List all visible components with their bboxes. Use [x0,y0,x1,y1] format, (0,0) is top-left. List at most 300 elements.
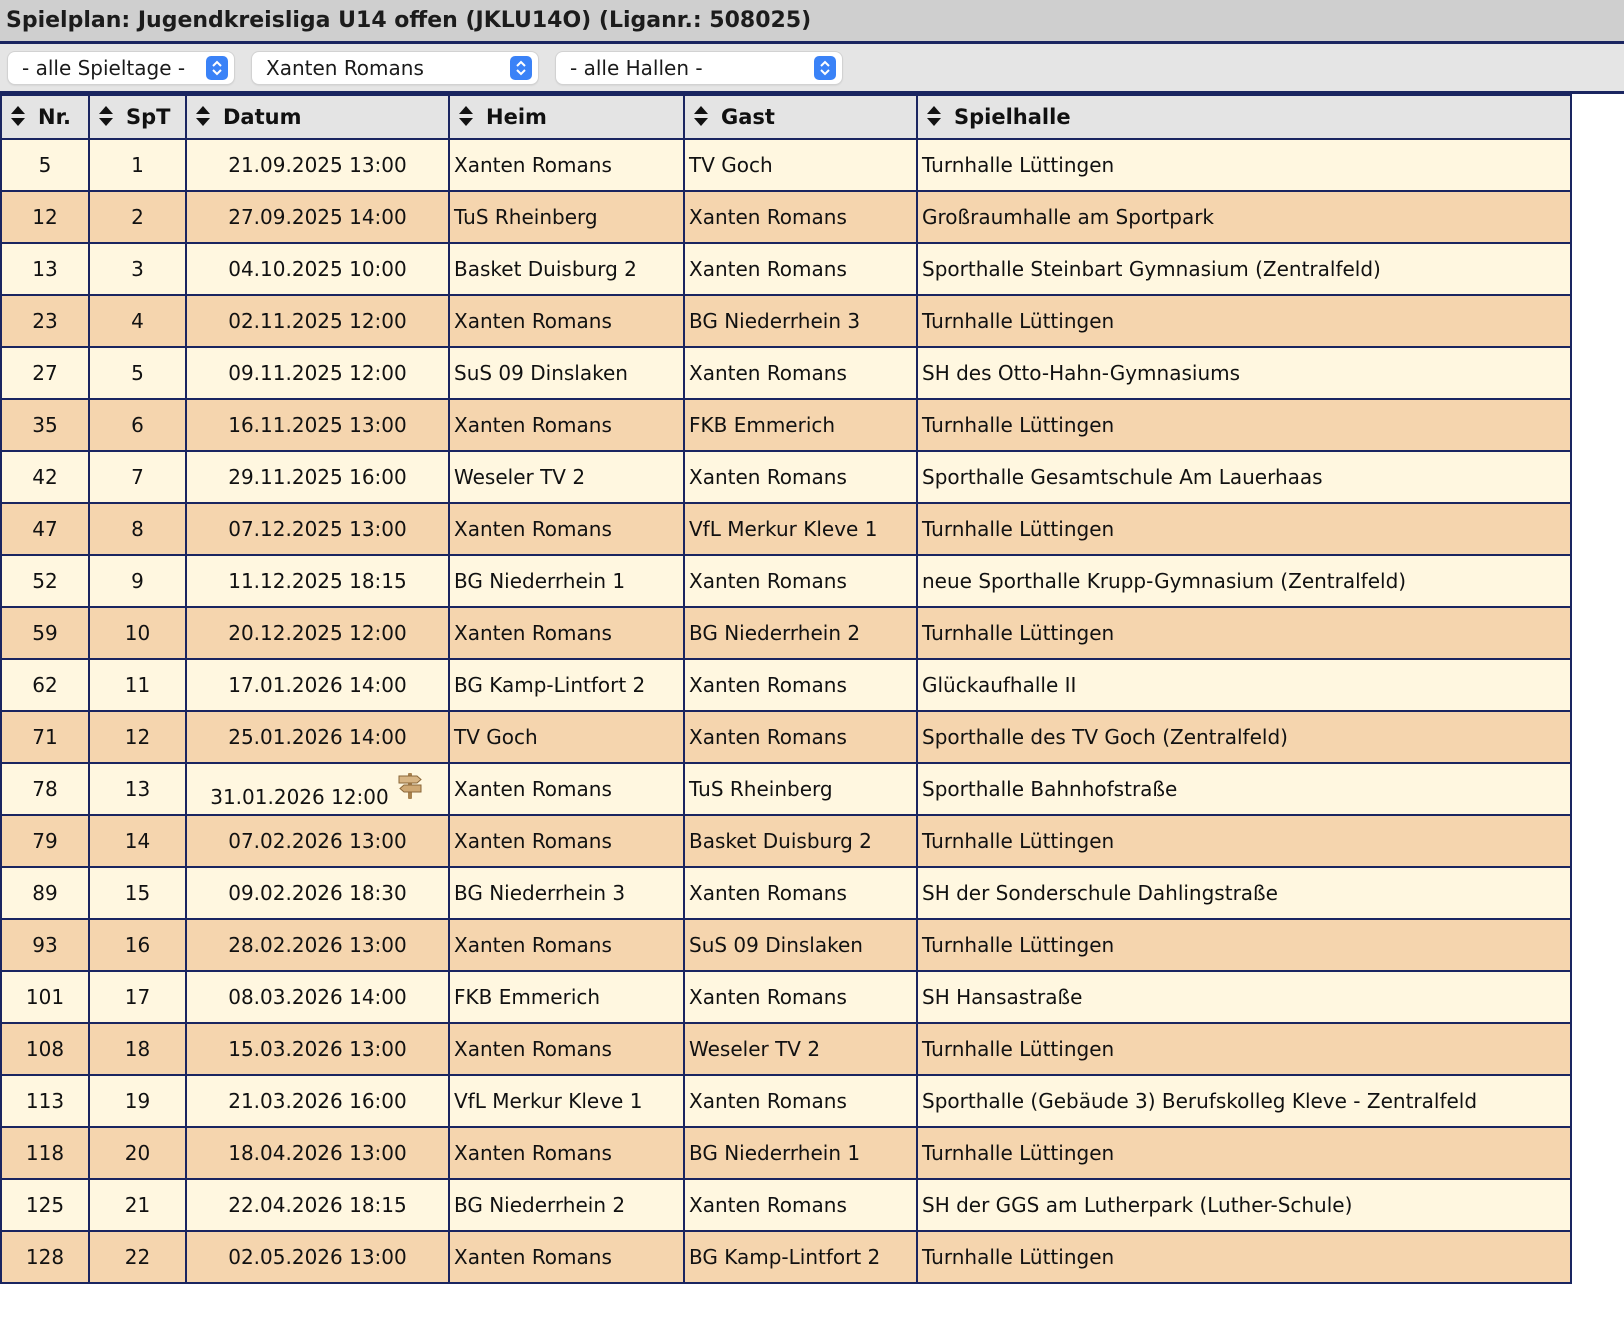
datum-value: 28.02.2026 13:00 [228,933,407,957]
nr-value: 125 [25,1193,65,1217]
heim-value: Xanten Romans [454,829,612,853]
cell-datum [186,399,449,451]
gast-value: Xanten Romans [689,569,847,593]
cell-datum [186,503,449,555]
spielhalle-value: Turnhalle Lüttingen [922,621,1115,645]
nr-value: 113 [25,1089,65,1113]
spt-value: 13 [124,777,151,801]
cell-datum [186,659,449,711]
column-header-nr[interactable] [1,95,89,139]
datum-value: 20.12.2025 12:00 [228,621,407,645]
column-header-label: SpT [126,105,171,129]
spielhalle-value: Sporthalle Bahnhofstraße [922,777,1178,801]
column-header-label: Spielhalle [954,105,1071,129]
cell-spielhalle [917,399,1571,451]
spielhalle-value: Turnhalle Lüttingen [922,413,1115,437]
gast-value: Basket Duisburg 2 [689,829,872,853]
nr-value: 79 [32,829,58,853]
cell-spt [89,867,186,919]
datum-value: 11.12.2025 18:15 [228,569,407,593]
column-header-label: Datum [223,105,302,129]
cell-spielhalle [917,867,1571,919]
nr-value: 12 [32,205,58,229]
spieltag-select[interactable] [8,52,234,84]
sort-icon[interactable] [98,105,114,127]
cell-heim [449,867,684,919]
heim-value: FKB Emmerich [454,985,601,1009]
cell-datum [186,711,449,763]
datum-value: 29.11.2025 16:00 [228,465,407,489]
cell-nr [1,1179,89,1231]
sort-icon[interactable] [195,105,211,127]
spt-value: 10 [124,621,151,645]
spt-value: 14 [124,829,151,853]
spt-value: 7 [131,465,144,489]
gast-value: BG Kamp-Lintfort 2 [689,1245,881,1269]
spielhalle-value: Turnhalle Lüttingen [922,517,1115,541]
sort-icon[interactable] [10,105,26,127]
heim-value: Weseler TV 2 [454,465,586,489]
cell-spielhalle [917,971,1571,1023]
cell-nr [1,919,89,971]
cell-spt [89,711,186,763]
cell-spt [89,1179,186,1231]
cell-gast [684,711,917,763]
heim-value: Xanten Romans [454,153,612,177]
column-header-datum[interactable] [186,95,449,139]
heim-value: TuS Rheinberg [454,205,598,229]
cell-nr [1,555,89,607]
spielhalle-value: Sporthalle des TV Goch (Zentralfeld) [922,725,1288,749]
datum-value: 09.11.2025 12:00 [228,361,407,385]
nr-value: 27 [32,361,58,385]
cell-heim [449,1231,684,1283]
datum-value: 08.03.2026 14:00 [228,985,407,1009]
cell-datum [186,555,449,607]
cell-datum [186,295,449,347]
cell-gast [684,295,917,347]
cell-heim [449,191,684,243]
cell-gast [684,399,917,451]
cell-gast [684,763,917,815]
spielhalle-value: SH des Otto-Hahn-Gymnasiums [922,361,1241,385]
nr-value: 47 [32,517,58,541]
table-row[interactable] [1,763,1571,815]
cell-spielhalle [917,659,1571,711]
nr-value: 89 [32,881,58,905]
spt-value: 11 [124,673,151,697]
cell-spt [89,1023,186,1075]
halle-select-value: - alle Hallen - [570,55,703,80]
cell-spt [89,139,186,191]
spielhalle-value: Turnhalle Lüttingen [922,153,1115,177]
heim-value: Xanten Romans [454,777,612,801]
datum-value: 07.02.2026 13:00 [228,829,407,853]
cell-heim [449,1179,684,1231]
gast-value: SuS 09 Dinslaken [689,933,863,957]
select-chevron-updown-icon [206,56,228,80]
nr-value: 5 [38,153,52,177]
table-row[interactable] [1,191,1571,243]
select-chevron-updown-icon [510,56,532,80]
nr-value: 23 [32,309,58,333]
cell-heim [449,347,684,399]
cell-heim [449,555,684,607]
nr-value: 93 [32,933,58,957]
column-header-heim[interactable] [449,95,684,139]
cell-spt [89,971,186,1023]
cell-spt [89,503,186,555]
cell-datum [186,451,449,503]
table-row[interactable] [1,1127,1571,1179]
cell-spt [89,555,186,607]
cell-heim [449,815,684,867]
cell-spt [89,659,186,711]
spielhalle-value: Sporthalle (Gebäude 3) Berufskolleg Kleve - Zentralfeld [922,1089,1478,1113]
cell-gast [684,1023,917,1075]
table-row[interactable] [1,1023,1571,1075]
cell-heim [449,607,684,659]
cell-gast [684,191,917,243]
heim-value: Xanten Romans [454,933,612,957]
gast-value: Xanten Romans [689,725,847,749]
datum-value: 04.10.2025 10:00 [228,257,407,281]
heim-value: Xanten Romans [454,1245,612,1269]
cell-spt [89,295,186,347]
heim-value: Xanten Romans [454,517,612,541]
heim-value: TV Goch [454,725,538,749]
spielhalle-value: Großraumhalle am Sportpark [922,205,1215,229]
cell-heim [449,1075,684,1127]
cell-spielhalle [917,1075,1571,1127]
column-header-label: Nr. [38,105,71,129]
spt-value: 21 [124,1193,151,1217]
cell-heim [449,659,684,711]
cell-nr [1,659,89,711]
page-title-bar [0,0,1624,44]
gast-value: Xanten Romans [689,1193,847,1217]
spt-value: 20 [124,1141,151,1165]
gast-value: Xanten Romans [689,205,847,229]
cell-gast [684,1231,917,1283]
spt-value: 5 [131,361,144,385]
cell-datum [186,139,449,191]
cell-datum [186,867,449,919]
cell-nr [1,607,89,659]
gast-value: Xanten Romans [689,257,847,281]
datum-value: 31.01.2026 12:00 [210,784,389,809]
cell-gast [684,1075,917,1127]
spt-value: 4 [131,309,144,333]
filter-bar [0,44,1624,94]
spielhalle-value: Turnhalle Lüttingen [922,933,1115,957]
spielhalle-value: SH Hansastraße [922,985,1083,1009]
table-row[interactable] [1,659,1571,711]
cell-nr [1,191,89,243]
table-row[interactable] [1,815,1571,867]
gast-value: Xanten Romans [689,465,847,489]
datum-value: 16.11.2025 13:00 [228,413,407,437]
cell-nr [1,347,89,399]
cell-spielhalle [917,503,1571,555]
cell-spielhalle [917,295,1571,347]
column-header-spielhalle[interactable] [917,95,1571,139]
cell-spielhalle [917,243,1571,295]
spt-value: 6 [131,413,144,437]
cell-heim [449,503,684,555]
nr-value: 78 [32,777,58,801]
datum-value: 15.03.2026 13:00 [228,1037,407,1061]
cell-spielhalle [917,815,1571,867]
cell-heim [449,243,684,295]
datum-value: 25.01.2026 14:00 [228,725,407,749]
gast-value: TV Goch [689,153,773,177]
cell-nr [1,763,89,815]
table-row[interactable] [1,243,1571,295]
cell-spt [89,919,186,971]
spielhalle-value: Sporthalle Steinbart Gymnasium (Zentralfeld) [922,257,1381,281]
cell-spt [89,347,186,399]
cell-nr [1,243,89,295]
heim-value: Xanten Romans [454,621,612,645]
cell-datum [186,607,449,659]
column-header-label: Heim [486,105,547,129]
nr-value: 128 [25,1245,65,1269]
cell-nr [1,1023,89,1075]
cell-gast [684,659,917,711]
cell-spielhalle [917,763,1571,815]
team-select[interactable] [252,52,538,84]
cell-heim [449,711,684,763]
heim-value: Xanten Romans [454,1141,612,1165]
cell-spielhalle [917,1023,1571,1075]
gast-value: Xanten Romans [689,673,847,697]
cell-spielhalle [917,451,1571,503]
cell-datum [186,1023,449,1075]
table-row[interactable] [1,451,1571,503]
cell-spielhalle [917,191,1571,243]
cell-spt [89,191,186,243]
cell-datum [186,1127,449,1179]
cell-spielhalle [917,711,1571,763]
spt-value: 19 [124,1089,151,1113]
spt-value: 2 [131,205,144,229]
spt-value: 9 [131,569,144,593]
cell-datum [186,191,449,243]
datum-value: 02.11.2025 12:00 [228,309,407,333]
spielhalle-value: SH der GGS am Lutherpark (Luther-Schule) [922,1193,1353,1217]
gast-value: Xanten Romans [689,361,847,385]
heim-value: BG Niederrhein 2 [454,1193,626,1217]
cell-spt [89,763,186,815]
cell-heim [449,1127,684,1179]
heim-value: BG Niederrhein 3 [454,881,626,905]
datum-value: 21.03.2026 16:00 [228,1089,407,1113]
spielhalle-value: Glückaufhalle II [922,673,1077,697]
cell-spielhalle [917,555,1571,607]
table-row[interactable] [1,1075,1571,1127]
cell-datum [186,1075,449,1127]
datum-value: 22.04.2026 18:15 [228,1193,407,1217]
gast-value: TuS Rheinberg [689,777,833,801]
heim-value: Xanten Romans [454,309,612,333]
cell-gast [684,243,917,295]
cell-heim [449,763,684,815]
cell-spielhalle [917,1179,1571,1231]
cell-nr [1,1127,89,1179]
signpost-icon[interactable] [395,770,425,800]
spielhalle-value: Turnhalle Lüttingen [922,1037,1115,1061]
datum-value: 17.01.2026 14:00 [228,673,407,697]
cell-heim [449,399,684,451]
cell-spt [89,1231,186,1283]
cell-gast [684,1127,917,1179]
datum-value: 21.09.2025 13:00 [228,153,407,177]
cell-nr [1,815,89,867]
datum-value: 18.04.2026 13:00 [228,1141,407,1165]
cell-gast [684,139,917,191]
spt-value: 18 [124,1037,151,1061]
nr-value: 101 [25,985,65,1009]
cell-heim [449,1023,684,1075]
column-header-label: Gast [721,105,775,129]
cell-nr [1,399,89,451]
cell-spielhalle [917,139,1571,191]
spielhalle-value: Turnhalle Lüttingen [922,1245,1115,1269]
column-header-spt[interactable] [89,95,186,139]
spielhalle-value: SH der Sonderschule Dahlingstraße [922,881,1278,905]
table-row[interactable] [1,295,1571,347]
nr-value: 13 [32,257,58,281]
cell-spt [89,451,186,503]
cell-datum [186,971,449,1023]
cell-heim [449,971,684,1023]
page-title: Spielplan: Jugendkreisliga U14 offen (JKLU14O) (Liganr.: 508025) [6,8,812,33]
cell-datum [186,815,449,867]
cell-spt [89,815,186,867]
gast-value: BG Niederrhein 1 [689,1141,861,1165]
datum-value: 02.05.2026 13:00 [228,1245,407,1269]
table-row[interactable] [1,971,1571,1023]
nr-value: 52 [32,569,58,593]
gast-value: FKB Emmerich [689,413,836,437]
cell-gast [684,503,917,555]
table-row[interactable] [1,1231,1571,1283]
cell-spielhalle [917,607,1571,659]
cell-spt [89,1127,186,1179]
nr-value: 108 [25,1037,65,1061]
nr-value: 35 [32,413,58,437]
column-header-gast[interactable] [684,95,917,139]
cell-gast [684,815,917,867]
spt-value: 16 [124,933,151,957]
spielhalle-value: Turnhalle Lüttingen [922,309,1115,333]
heim-value: BG Niederrhein 1 [454,569,626,593]
nr-value: 42 [32,465,58,489]
heim-value: BG Kamp-Lintfort 2 [454,673,646,697]
table-row[interactable] [1,399,1571,451]
team-select-value: Xanten Romans [266,55,424,80]
table-row[interactable] [1,1179,1571,1231]
table-row[interactable] [1,347,1571,399]
spt-value: 17 [124,985,151,1009]
spieltag-select-value: - alle Spieltage - [22,55,186,80]
table-header-row [1,95,1571,139]
cell-gast [684,607,917,659]
cell-nr [1,867,89,919]
cell-datum [186,347,449,399]
gast-value: Weseler TV 2 [689,1037,821,1061]
gast-value: VfL Merkur Kleve 1 [689,517,878,541]
table-row[interactable] [1,711,1571,763]
schedule-table [0,94,1572,1284]
cell-heim [449,295,684,347]
cell-spt [89,607,186,659]
cell-nr [1,139,89,191]
cell-datum [186,919,449,971]
cell-spielhalle [917,1127,1571,1179]
gast-value: BG Niederrhein 3 [689,309,861,333]
sort-icon[interactable] [693,105,709,127]
spielhalle-value: Turnhalle Lüttingen [922,829,1115,853]
gast-value: BG Niederrhein 2 [689,621,861,645]
cell-gast [684,971,917,1023]
table-row[interactable] [1,607,1571,659]
cell-gast [684,919,917,971]
table-row[interactable] [1,139,1571,191]
cell-spt [89,1075,186,1127]
heim-value: VfL Merkur Kleve 1 [454,1089,643,1113]
sort-icon[interactable] [458,105,474,127]
table-row[interactable] [1,867,1571,919]
datum-value: 27.09.2025 14:00 [228,205,407,229]
cell-heim [449,451,684,503]
cell-gast [684,867,917,919]
spt-value: 12 [124,725,151,749]
spt-value: 8 [131,517,144,541]
cell-datum [186,1231,449,1283]
table-row[interactable] [1,503,1571,555]
halle-select[interactable] [556,52,842,84]
select-chevron-updown-icon [814,56,836,80]
nr-value: 118 [25,1141,65,1165]
spt-value: 1 [131,153,144,177]
cell-nr [1,1231,89,1283]
table-row[interactable] [1,919,1571,971]
cell-gast [684,347,917,399]
cell-nr [1,295,89,347]
cell-spt [89,399,186,451]
spt-value: 15 [124,881,151,905]
spielhalle-value: Sporthalle Gesamtschule Am Lauerhaas [922,465,1323,489]
cell-datum [186,763,449,815]
spielhalle-value: Turnhalle Lüttingen [922,1141,1115,1165]
cell-spielhalle [917,919,1571,971]
gast-value: Xanten Romans [689,1089,847,1113]
cell-gast [684,1179,917,1231]
nr-value: 71 [32,725,58,749]
table-row[interactable] [1,555,1571,607]
cell-heim [449,919,684,971]
sort-icon[interactable] [926,105,942,127]
cell-heim [449,139,684,191]
cell-nr [1,711,89,763]
cell-spielhalle [917,347,1571,399]
nr-value: 59 [32,621,58,645]
cell-nr [1,1075,89,1127]
cell-datum [186,1179,449,1231]
table-body [1,139,1571,1283]
